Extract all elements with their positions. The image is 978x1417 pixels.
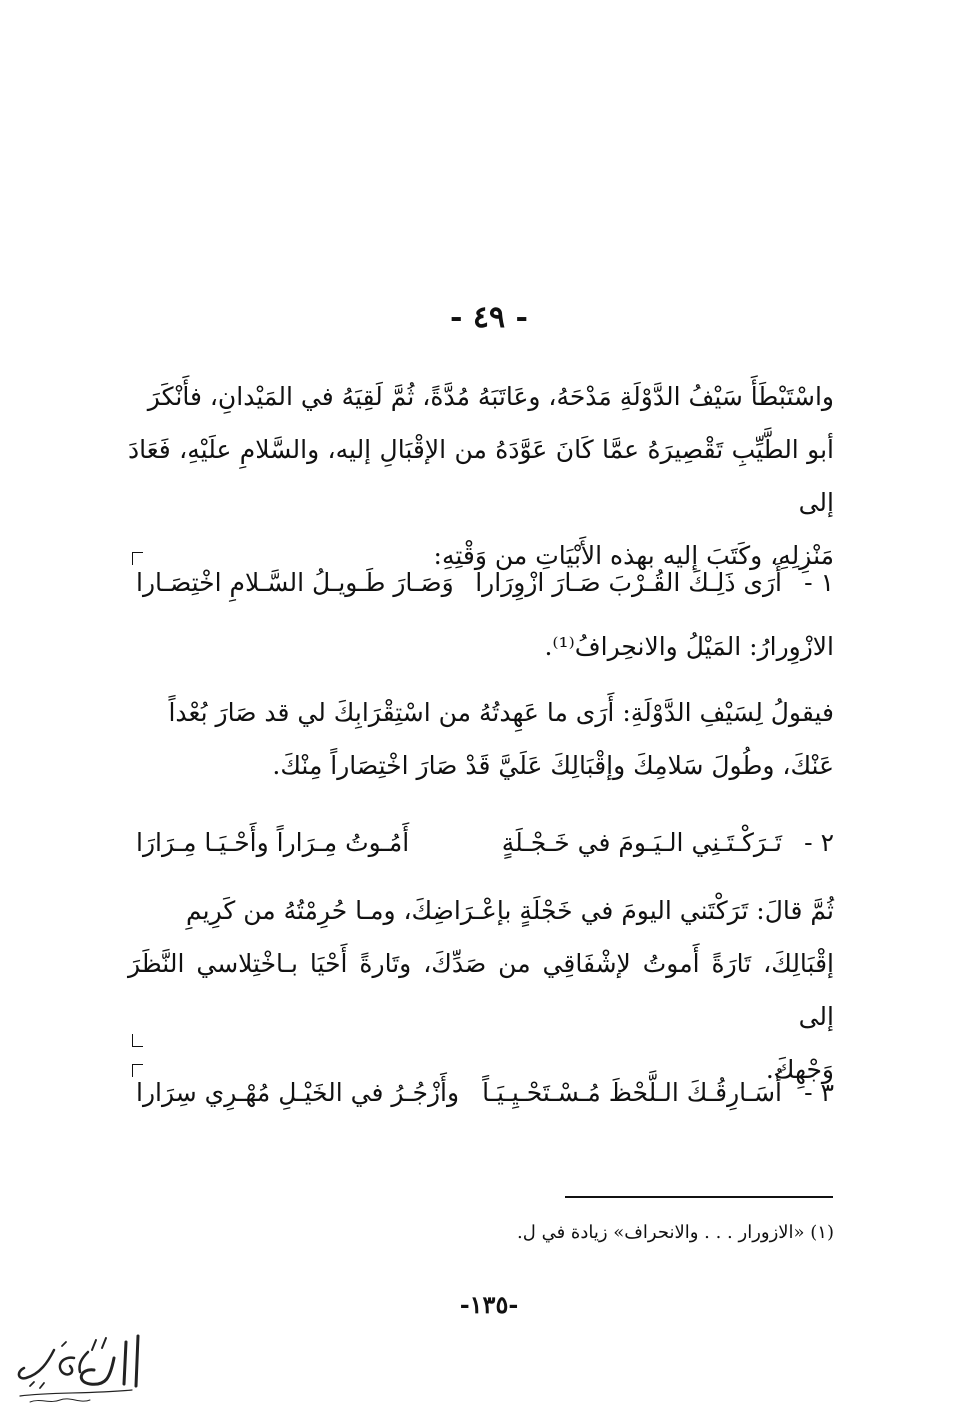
verse-number: ٣ - (804, 1078, 834, 1107)
footnote-rule (565, 1196, 833, 1198)
gloss-note: الازْوِرارُ: المَيْلُ والانحِرافُ⁽¹⁾. (544, 632, 834, 661)
verse-3 (128, 1068, 834, 1118)
commentary-line: وَجْهِكَ. (765, 1055, 834, 1084)
intro-line: أبو الطَّيِّبِ تَقْصِيرَهُ عمَّا كَانَ عَوَّدَهُ من الإقْبَالِ إليه، والسَّلامِ علَيْهِ، فَعَادَ إلى (128, 435, 834, 517)
verse-hemistich-first: أُسَـارِقُـكَ الـلَّحْظَ مُـسْـتَحْـيِـيَـاً (482, 1078, 782, 1107)
commentary-line: إقْبَالِكَ، تَارَةً أَموتُ لإشْفَاقِي من صَدِّكَ، وتَارةً أَحْيَا بـاخْتِلاسي النَّظَرَ إلى (128, 949, 834, 1031)
intro-line: مَنْزِلِهِ، وكَتَبَ إليه بهذه الأَبْيَاتِ من وَقْتِهِ: (433, 541, 834, 570)
commentary-line: فيقولُ لِسَيْفِ الدَّوْلَةِ: أَرَى ما عَهِدتُهُ من اسْتِقْرَابِكَ لي قد صَارَ بُعْداً (168, 698, 834, 727)
verse-2 (128, 818, 834, 868)
footnote: (١) «الازورار . . . والانحراف» زيادة في ل. (517, 1222, 834, 1243)
commentary-line: عَنْكَ، وطُولَ سَلامِكَ وإقْبَالِكَ عَلَيَّ قَدْ صَارَ اخْتِصَاراً مِنْكَ. (272, 751, 834, 780)
verse-number: ١ - (804, 568, 834, 597)
verse-hemistich-first: تَـرَكْـتَـنِي الـيَـومَ في خَـجْـلَةٍ (501, 828, 782, 857)
verse-hemistich-second: وأَزْجُـرُ في الخَيْـلِ مُهْـرِي سِرَارا (136, 1078, 460, 1107)
bracket-mark (132, 1034, 143, 1047)
commentary-paragraph (128, 686, 834, 792)
page-number: -١٣٥- (459, 1290, 519, 1319)
verse-number: ٢ - (804, 828, 834, 857)
verse-hemistich-second: أَمُـوتُ مِـرَاراً وأَحْـيَـا مِـرَارَا (136, 828, 410, 857)
verse-hemistich-first: أَرَى ذَلِـكَ القُـرْبَ صَـارَ ازْوِرَارا (475, 568, 782, 597)
verse-hemistich-second: وَصَـارَ طَـويـلُ السَّـلامِ اخْتِصَـارا (136, 568, 454, 597)
calligraphy-logo-icon (10, 1328, 150, 1408)
commentary-paragraph (128, 884, 834, 1096)
verse-1 (128, 558, 834, 608)
intro-line: واسْتَبْطَأَ سَيْفُ الدَّوْلَةِ مَدْحَهُ، وعَاتَبَهُ مُدَّةً، ثُمَّ لَقِيَهُ في المَيْدانِ، فأَنْكَرَ (147, 382, 834, 411)
section-number: - ٤٩ - (449, 300, 529, 335)
commentary-line: ثُمَّ قالَ: تَرَكْتَني اليومَ في خَجْلَةٍ بإعْـرَاضِكَ، ومـا حُرِمْتُهُ من كَرِيمِ (186, 896, 834, 925)
intro-paragraph (128, 370, 834, 582)
